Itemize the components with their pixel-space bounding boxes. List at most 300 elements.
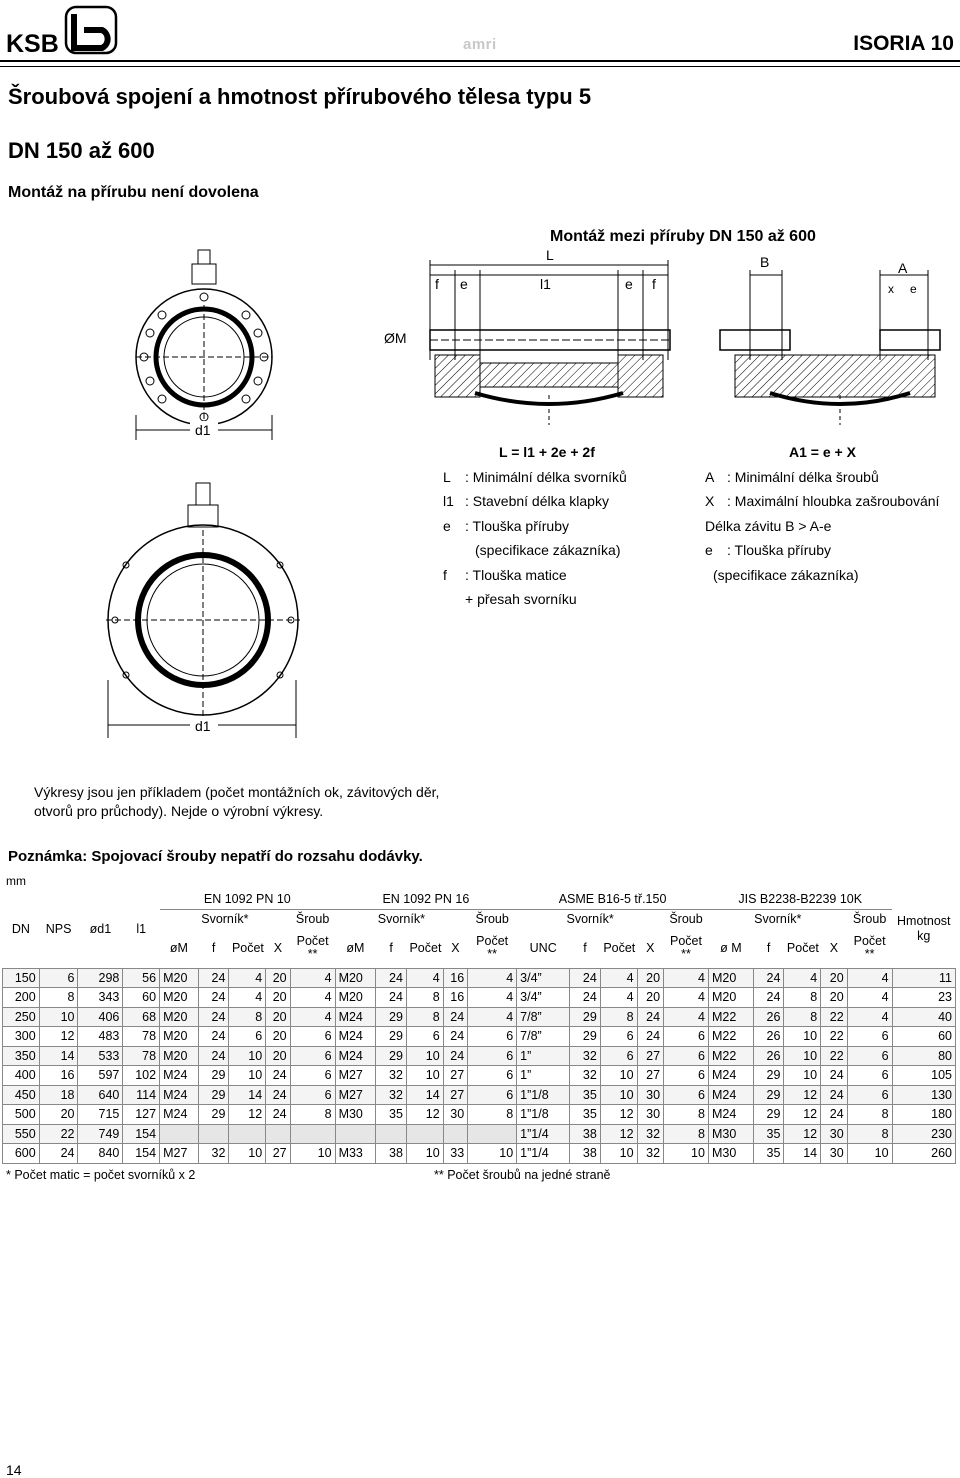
dim-x: x xyxy=(888,282,894,296)
table-cell: 35 xyxy=(376,1105,407,1125)
col-pocet: Počet xyxy=(231,940,264,955)
col-l1: l1 xyxy=(136,921,147,936)
table-cell: 3/4” xyxy=(517,968,570,988)
formula-A1: A1 = e + X xyxy=(789,444,856,460)
table-cell: 35 xyxy=(570,1105,601,1125)
table-cell: 38 xyxy=(376,1144,407,1164)
table-cell: 8 xyxy=(406,988,443,1008)
page-subtitle: DN 150 až 600 xyxy=(8,138,155,163)
table-cell: 20 xyxy=(266,968,290,988)
table-cell: 12 xyxy=(784,1124,821,1144)
table-cell: 8 xyxy=(468,1105,517,1125)
dim-L: L xyxy=(546,247,554,263)
table-cell: 20 xyxy=(266,1027,290,1047)
table-row xyxy=(3,1124,956,1144)
table-cell: 343 xyxy=(78,988,123,1008)
mounting-warning: Montáž na přírubu není dovolena xyxy=(8,184,259,201)
table-row xyxy=(3,1027,956,1047)
table-cell: 6 xyxy=(847,1085,892,1105)
table-row xyxy=(3,968,956,988)
table-cell: 24 xyxy=(443,1046,467,1066)
brand-text: KSB xyxy=(6,30,59,56)
table-cell: M22 xyxy=(708,1027,753,1047)
table-cell: 200 xyxy=(3,988,40,1008)
table-cell: 6 xyxy=(664,1066,709,1086)
col-f: f xyxy=(766,940,771,955)
table-cell: 8 xyxy=(664,1105,709,1125)
table-cell: 35 xyxy=(570,1085,601,1105)
table-cell: M24 xyxy=(335,1027,376,1047)
table-cell: 4 xyxy=(600,968,637,988)
table-cell: 400 xyxy=(3,1066,40,1086)
table-cell: M33 xyxy=(335,1144,376,1164)
table-cell: 10 xyxy=(406,1144,443,1164)
col-pocet: Počet xyxy=(603,940,636,955)
table-cell: 10 xyxy=(600,1085,637,1105)
table-cell: M24 xyxy=(160,1105,199,1125)
table-cell: 78 xyxy=(123,1046,160,1066)
table-cell: 29 xyxy=(753,1105,784,1125)
table-cell: 12 xyxy=(784,1105,821,1125)
table-row xyxy=(3,988,956,1008)
legend-text: : Tlouška příruby xyxy=(465,517,570,534)
mounting-title: Montáž mezi příruby DN 150 až 600 xyxy=(550,228,816,245)
table-cell: 8 xyxy=(784,1007,821,1027)
table-cell: 10 xyxy=(229,1144,266,1164)
table-cell: 56 xyxy=(123,968,160,988)
table-cell: 6 xyxy=(664,1046,709,1066)
table-cell: 154 xyxy=(123,1124,160,1144)
table-cell: 32 xyxy=(637,1124,664,1144)
table-cell: 12 xyxy=(784,1085,821,1105)
group-asme: ASME B16-5 tř.150 xyxy=(517,890,709,909)
table-cell: 24 xyxy=(753,968,784,988)
legend-stud-bolts xyxy=(443,440,627,612)
table-cell: 10 xyxy=(664,1144,709,1164)
table-cell: 60 xyxy=(892,1027,955,1047)
table-cell: 32 xyxy=(570,1066,601,1086)
table-cell: 260 xyxy=(892,1144,955,1164)
table-row xyxy=(3,1085,956,1105)
table-cell: 8 xyxy=(600,1007,637,1027)
table-cell: 1”1/8 xyxy=(517,1105,570,1125)
col-f: f xyxy=(389,940,393,955)
table-cell: 4 xyxy=(468,968,517,988)
table-cell: M24 xyxy=(160,1066,199,1086)
table-cell: 14 xyxy=(39,1046,78,1066)
table-cell: 10 xyxy=(784,1027,821,1047)
table-cell: 24 xyxy=(376,968,407,988)
table-cell: M20 xyxy=(160,968,199,988)
table-cell: 6 xyxy=(847,1066,892,1086)
table-cell: 24 xyxy=(570,968,601,988)
table-cell: 6 xyxy=(847,1027,892,1047)
table-cell: 26 xyxy=(753,1046,784,1066)
table-cell: 6 xyxy=(600,1027,637,1047)
table-cell: 840 xyxy=(78,1144,123,1164)
col-om: øM xyxy=(346,940,365,955)
stud-bolt-section-drawing xyxy=(380,245,680,425)
table-cell: 27 xyxy=(637,1066,664,1086)
table-cell: 10 xyxy=(406,1066,443,1086)
table-cell: 1”1/4 xyxy=(517,1124,570,1144)
table-cell: 4 xyxy=(229,988,266,1008)
d1-label-2: d1 xyxy=(195,718,211,734)
table-cell xyxy=(198,1124,229,1144)
table-cell: 4 xyxy=(847,968,892,988)
screw-section-drawing xyxy=(700,245,950,425)
table-cell: 33 xyxy=(443,1144,467,1164)
table-cell: 4 xyxy=(600,988,637,1008)
table-cell: 24 xyxy=(443,1007,467,1027)
table-cell: 483 xyxy=(78,1027,123,1047)
table-cell: 6 xyxy=(39,968,78,988)
table-cell: 1”1/4 xyxy=(517,1144,570,1164)
table-cell: 4 xyxy=(406,968,443,988)
table-cell: 29 xyxy=(376,1007,407,1027)
header-rule xyxy=(0,60,960,62)
table-cell: 114 xyxy=(123,1085,160,1105)
table-cell: 78 xyxy=(123,1027,160,1047)
col-pocet-sroub: Počet ** xyxy=(670,933,702,961)
table-cell: 32 xyxy=(570,1046,601,1066)
table-cell: 533 xyxy=(78,1046,123,1066)
table-cell: M20 xyxy=(160,1007,199,1027)
table-cell: 130 xyxy=(892,1085,955,1105)
table-cell: M20 xyxy=(160,1027,199,1047)
table-cell: 24 xyxy=(198,988,229,1008)
table-cell: 24 xyxy=(198,1027,229,1047)
table-cell: 4 xyxy=(290,968,335,988)
col-weight: Hmotnost kg xyxy=(897,913,951,943)
table-cell: 24 xyxy=(821,1066,848,1086)
table-cell: 8 xyxy=(784,988,821,1008)
table-cell: 6 xyxy=(290,1027,335,1047)
table-cell: 32 xyxy=(376,1066,407,1086)
table-cell: 24 xyxy=(266,1085,290,1105)
table-cell: 24 xyxy=(753,988,784,1008)
table-cell: 29 xyxy=(753,1085,784,1105)
table-cell: 6 xyxy=(468,1027,517,1047)
footnote-nuts: * Počet matic = počet svorníků x 2 xyxy=(6,1168,196,1182)
table-cell xyxy=(443,1124,467,1144)
table-cell: 10 xyxy=(600,1144,637,1164)
legend-text: : Stavební délka klapky xyxy=(465,493,609,509)
table-cell: 20 xyxy=(266,1007,290,1027)
table-cell: 26 xyxy=(753,1007,784,1027)
table-cell: 4 xyxy=(468,1007,517,1027)
table-cell: 32 xyxy=(637,1144,664,1164)
table-cell: 450 xyxy=(3,1085,40,1105)
table-cell: 749 xyxy=(78,1124,123,1144)
table-cell: 4 xyxy=(847,988,892,1008)
valve-front-drawing-1 xyxy=(130,245,280,445)
table-cell: 29 xyxy=(376,1027,407,1047)
table-cell: 6 xyxy=(290,1085,335,1105)
table-cell: M20 xyxy=(160,988,199,1008)
legend-key: e xyxy=(705,542,713,558)
legend-text: : Maximální hloubka zašroubování xyxy=(727,493,940,509)
dim-A: A xyxy=(898,260,908,276)
table-cell: 4 xyxy=(847,1007,892,1027)
table-cell: 406 xyxy=(78,1007,123,1027)
table-cell: 7/8” xyxy=(517,1027,570,1047)
sub-sroub: Šroub xyxy=(295,911,330,926)
table-row xyxy=(3,1007,956,1027)
table-row xyxy=(3,1066,956,1086)
table-cell: 4 xyxy=(290,988,335,1008)
table-cell: 20 xyxy=(637,988,664,1008)
legend-key: e xyxy=(443,517,451,534)
table-cell: 60 xyxy=(123,988,160,1008)
table-cell xyxy=(335,1124,376,1144)
table-cell: M24 xyxy=(708,1105,753,1125)
table-cell: 24 xyxy=(821,1085,848,1105)
table-row xyxy=(3,1046,956,1066)
footnote-screws: ** Počet šroubů na jedné straně xyxy=(434,1168,611,1182)
unit-label: mm xyxy=(6,874,26,888)
table-cell: 20 xyxy=(821,968,848,988)
table-cell: 300 xyxy=(3,1027,40,1047)
table-cell: 8 xyxy=(406,1007,443,1027)
table-cell: 24 xyxy=(198,1046,229,1066)
dim-B: B xyxy=(760,254,770,270)
table-cell: 102 xyxy=(123,1066,160,1086)
group-en-pn10: EN 1092 PN 10 xyxy=(160,890,335,909)
sub-svornik: Svorník* xyxy=(754,911,802,926)
table-cell: 22 xyxy=(821,1007,848,1027)
table-cell: 38 xyxy=(570,1144,601,1164)
table-cell: 550 xyxy=(3,1124,40,1144)
dim-f-left: f xyxy=(435,276,439,292)
table-row xyxy=(3,1105,956,1125)
table-cell: 10 xyxy=(847,1144,892,1164)
table-cell: 250 xyxy=(3,1007,40,1027)
table-cell: M24 xyxy=(335,1046,376,1066)
table-cell: 22 xyxy=(821,1046,848,1066)
col-unc: UNC xyxy=(529,940,557,955)
table-cell: 27 xyxy=(266,1144,290,1164)
col-dn: DN xyxy=(11,921,30,936)
table-cell: M27 xyxy=(160,1144,199,1164)
legend-key: X xyxy=(705,493,715,509)
table-cell: 30 xyxy=(637,1085,664,1105)
table-cell: 24 xyxy=(266,1105,290,1125)
table-cell: 12 xyxy=(406,1105,443,1125)
table-cell: 8 xyxy=(847,1105,892,1125)
table-cell xyxy=(266,1124,290,1144)
table-cell: 10 xyxy=(784,1066,821,1086)
dim-e: e xyxy=(910,282,917,296)
col-pocet-sroub: Počet ** xyxy=(476,933,509,961)
table-cell: 22 xyxy=(39,1124,78,1144)
header-rule-thin xyxy=(0,66,960,67)
legend-text: (specifikace zákazníka) xyxy=(475,542,621,558)
table-cell: M24 xyxy=(708,1066,753,1086)
legend-text: : Minimální délka šroubů xyxy=(727,468,879,485)
table-cell: 298 xyxy=(78,968,123,988)
legend-text: Délka závitu B > A-e xyxy=(705,517,832,534)
legend-key: A xyxy=(705,468,715,485)
table-cell: M24 xyxy=(160,1085,199,1105)
legend-text: + přesah svorníku xyxy=(465,591,577,607)
table-cell: M24 xyxy=(708,1085,753,1105)
col-f: f xyxy=(583,940,587,955)
table-cell: 24 xyxy=(570,988,601,1008)
table-cell: M30 xyxy=(335,1105,376,1125)
table-cell: 1” xyxy=(517,1066,570,1086)
table-cell: 10 xyxy=(229,1046,266,1066)
table-cell: 16 xyxy=(443,968,467,988)
table-cell: 16 xyxy=(39,1066,78,1086)
table-cell: 24 xyxy=(376,988,407,1008)
dim-e-right: e xyxy=(625,276,633,292)
d1-label: d1 xyxy=(195,422,211,438)
table-cell: 29 xyxy=(570,1007,601,1027)
table-cell: 127 xyxy=(123,1105,160,1125)
table-cell: 26 xyxy=(753,1027,784,1047)
table-cell: 22 xyxy=(821,1027,848,1047)
table-cell: 6 xyxy=(290,1066,335,1086)
col-pocet: Počet xyxy=(786,940,819,955)
table-cell: 230 xyxy=(892,1124,955,1144)
table-cell: M20 xyxy=(708,988,753,1008)
table-cell: 350 xyxy=(3,1046,40,1066)
table-cell: 10 xyxy=(229,1066,266,1086)
table-cell: 20 xyxy=(821,988,848,1008)
col-om: øM xyxy=(169,940,188,955)
table-cell: 24 xyxy=(821,1105,848,1125)
table-cell: 4 xyxy=(229,968,266,988)
formula-L: L = l1 + 2e + 2f xyxy=(499,444,595,460)
col-x: X xyxy=(451,940,460,955)
table-cell: 1” xyxy=(517,1046,570,1066)
table-cell: 8 xyxy=(39,988,78,1008)
col-pocet: Počet xyxy=(409,940,442,955)
table-cell: 154 xyxy=(123,1144,160,1164)
col-x: X xyxy=(829,940,839,955)
table-cell: 8 xyxy=(847,1124,892,1144)
table-cell: 6 xyxy=(600,1046,637,1066)
table-cell: 6 xyxy=(468,1046,517,1066)
table-cell: 6 xyxy=(468,1085,517,1105)
legend-text: : Tlouška příruby xyxy=(727,542,832,558)
table-cell: 20 xyxy=(637,968,664,988)
table-cell xyxy=(406,1124,443,1144)
legend-screws xyxy=(705,440,939,587)
table-cell: 4 xyxy=(784,968,821,988)
legend-key: f xyxy=(443,566,447,583)
dim-f-right: f xyxy=(652,276,656,292)
ksb-logo xyxy=(6,4,118,56)
table-cell: M24 xyxy=(335,1007,376,1027)
table-cell xyxy=(229,1124,266,1144)
table-cell: M20 xyxy=(335,968,376,988)
bolt-weight-table xyxy=(2,890,956,1164)
table-cell: 8 xyxy=(290,1105,335,1125)
page-title: Šroubová spojení a hmotnost přírubového tělesa typu 5 xyxy=(8,84,592,109)
delivery-note: Poznámka: Spojovací šrouby nepatří do rozsahu dodávky. xyxy=(8,848,423,865)
table-cell: 20 xyxy=(266,988,290,1008)
sub-svornik: Svorník* xyxy=(566,911,614,926)
table-cell: M27 xyxy=(335,1085,376,1105)
table-cell: 35 xyxy=(753,1124,784,1144)
table-cell xyxy=(376,1124,407,1144)
table-cell: 4 xyxy=(290,1007,335,1027)
col-f: f xyxy=(211,940,216,955)
table-cell: 24 xyxy=(637,1007,664,1027)
table-cell: 10 xyxy=(468,1144,517,1164)
table-cell: 105 xyxy=(892,1066,955,1086)
table-cell: 7/8” xyxy=(517,1007,570,1027)
col-d1: ød1 xyxy=(89,921,112,936)
table-cell: 24 xyxy=(39,1144,78,1164)
table-cell: 40 xyxy=(892,1007,955,1027)
table-cell: 27 xyxy=(443,1066,467,1086)
valve-front-drawing-2 xyxy=(100,480,310,745)
table-cell: 24 xyxy=(266,1066,290,1086)
col-x: X xyxy=(273,940,283,955)
table-cell: 8 xyxy=(229,1007,266,1027)
table-cell: 24 xyxy=(198,1007,229,1027)
group-jis: JIS B2238-B2239 10K xyxy=(708,890,892,909)
table-cell xyxy=(468,1124,517,1144)
table-cell: 20 xyxy=(39,1105,78,1125)
legend-text: : Minimální délka svorníků xyxy=(465,468,627,485)
table-cell: 29 xyxy=(198,1105,229,1125)
table-cell: 500 xyxy=(3,1105,40,1125)
table-cell: 12 xyxy=(39,1027,78,1047)
table-cell: 12 xyxy=(600,1124,637,1144)
table-cell: 29 xyxy=(198,1085,229,1105)
table-cell xyxy=(160,1124,199,1144)
table-cell: 150 xyxy=(3,968,40,988)
table-cell: 12 xyxy=(229,1105,266,1125)
table-cell: 6 xyxy=(847,1046,892,1066)
table-cell: 16 xyxy=(443,988,467,1008)
sub-svornik: Svorník* xyxy=(377,911,425,926)
table-cell: M20 xyxy=(708,968,753,988)
table-cell: 14 xyxy=(784,1144,821,1164)
table-cell: 23 xyxy=(892,988,955,1008)
table-cell: 10 xyxy=(39,1007,78,1027)
table-cell: M20 xyxy=(335,988,376,1008)
legend-key: L xyxy=(443,468,451,485)
table-cell: 6 xyxy=(664,1027,709,1047)
table-cell: 1”1/8 xyxy=(517,1085,570,1105)
table-cell: 10 xyxy=(290,1144,335,1164)
table-cell: 29 xyxy=(376,1046,407,1066)
table-cell: 8 xyxy=(664,1124,709,1144)
dim-l1: l1 xyxy=(540,276,551,292)
amri-logo: amri xyxy=(463,36,497,53)
table-cell: 12 xyxy=(600,1105,637,1125)
sub-sroub: Šroub xyxy=(852,911,887,926)
table-cell: 35 xyxy=(753,1144,784,1164)
table-cell: 32 xyxy=(198,1144,229,1164)
table-cell: 6 xyxy=(664,1085,709,1105)
table-cell: 30 xyxy=(821,1124,848,1144)
sub-sroub: Šroub xyxy=(475,911,509,926)
product-name: ISORIA 10 xyxy=(853,32,954,55)
legend-text: : Tlouška matice xyxy=(465,566,567,583)
table-cell: M20 xyxy=(160,1046,199,1066)
col-pocet-sroub: Počet ** xyxy=(853,933,886,961)
table-cell: 30 xyxy=(821,1144,848,1164)
table-cell: M30 xyxy=(708,1124,753,1144)
table-cell: 180 xyxy=(892,1105,955,1125)
table-cell: 4 xyxy=(468,988,517,1008)
